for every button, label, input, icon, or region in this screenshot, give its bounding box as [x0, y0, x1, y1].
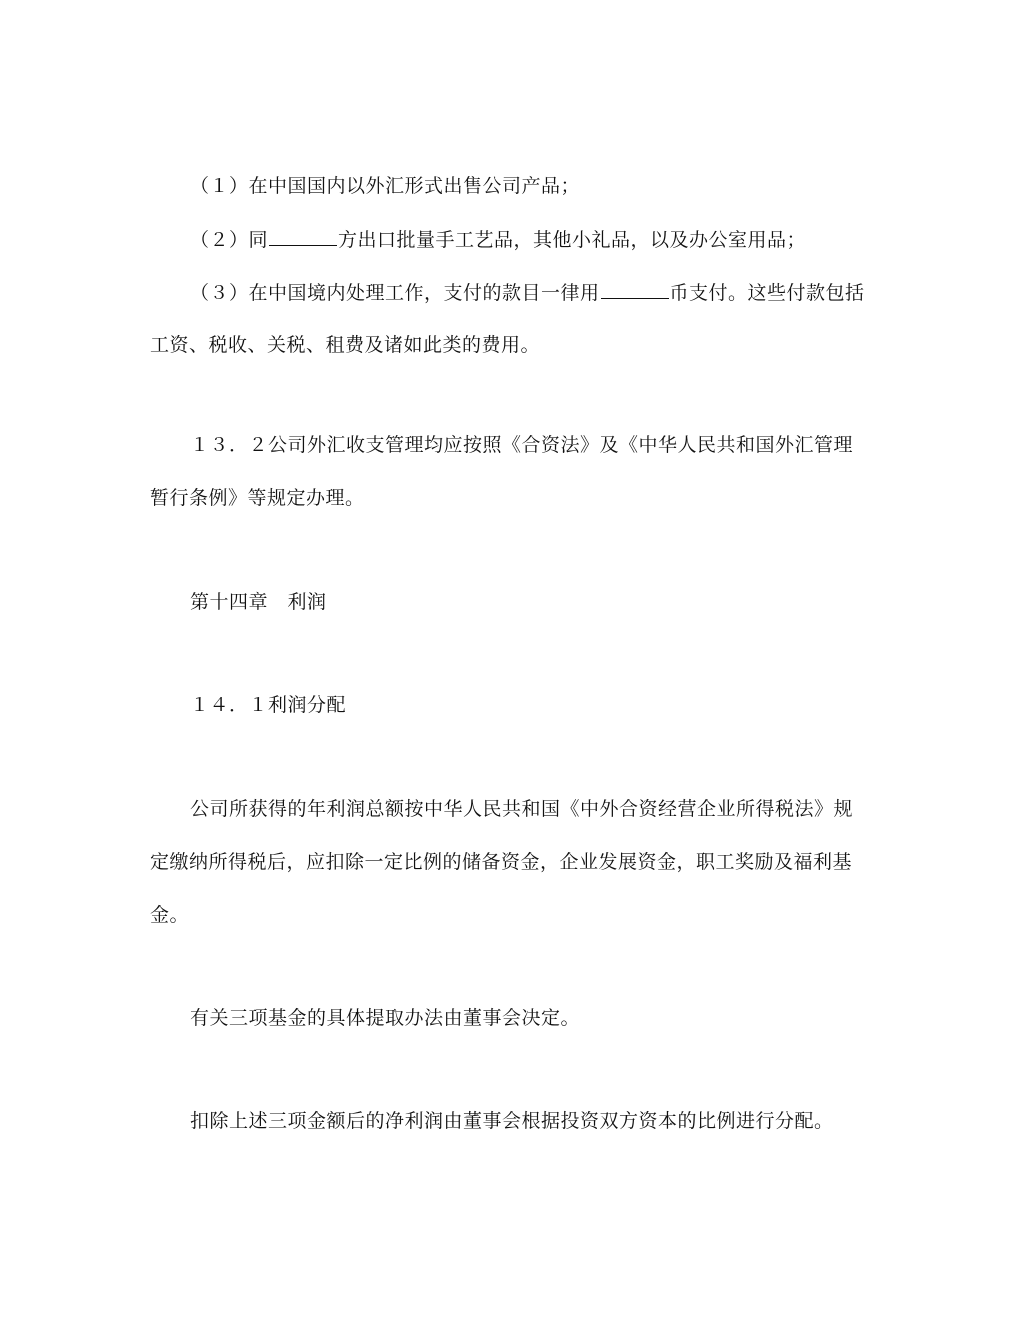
paragraph-3: 扣除上述三项金额后的净利润由董事会根据投资双方资本的比例进行分配。	[190, 1110, 834, 1132]
fill-in-blank	[601, 280, 669, 299]
item-3	[190, 280, 930, 305]
item-1: （１）在中国国内以外汇形式出售公司产品；	[190, 175, 581, 197]
item-3-continuation: 工资、税收、关税、租费及诸如此类的费用。	[150, 334, 541, 356]
fill-in-blank	[269, 227, 337, 246]
item-2-before: （２）同	[190, 229, 269, 251]
paragraph-2: 有关三项基金的具体提取办法由董事会决定。	[190, 1007, 581, 1029]
paragraph-1-line-3: 金。	[150, 904, 190, 926]
chapter-14-heading: 第十四章 利润	[190, 591, 327, 613]
item-3-after: 币支付。这些付款包括	[669, 282, 865, 304]
item-2-after: 方出口批量手工艺品，其他小礼品，以及办公室用品；	[338, 229, 807, 251]
paragraph-1-line-1: 公司所获得的年利润总额按中华人民共和国《中外合资经营企业所得税法》规	[190, 798, 854, 820]
item-3-before: （３）在中国境内处理工作，支付的款目一律用	[190, 282, 600, 304]
item-2	[190, 227, 930, 252]
paragraph-1-line-2: 定缴纳所得税后，应扣除一定比例的储备资金，企业发展资金，职工奖励及福利基	[150, 851, 853, 873]
clause-13-2-line-1: １３．２公司外汇收支管理均应按照《合资法》及《中华人民共和国外汇管理	[190, 434, 854, 456]
clause-14-1-heading: １４．１利润分配	[190, 694, 347, 716]
clause-13-2-line-2: 暂行条例》等规定办理。	[150, 487, 365, 509]
